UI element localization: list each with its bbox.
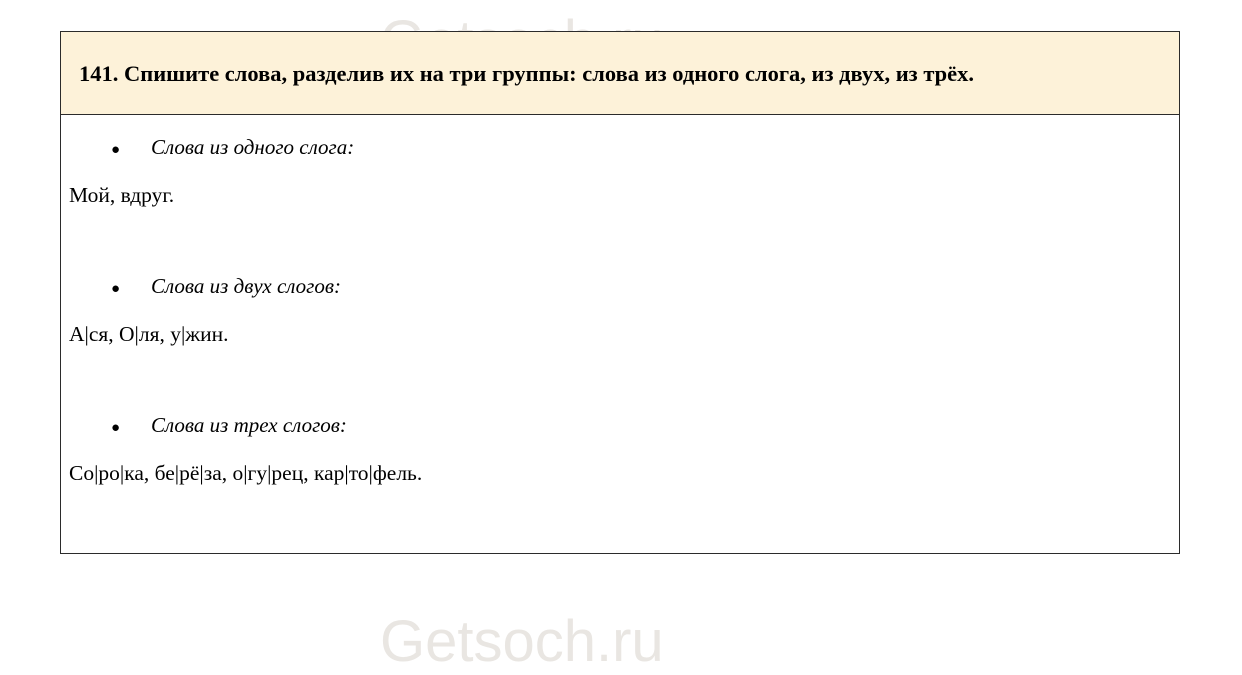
answer-group-three-syllables <box>61 411 1179 488</box>
task-header <box>61 32 1179 115</box>
group-words: А|ся, О|ля, у|жин. <box>69 322 229 346</box>
group-words: Мой, вдруг. <box>69 183 175 207</box>
task-number: 141. <box>79 61 119 86</box>
group-title-text: Слова из двух слогов: <box>151 274 341 298</box>
bullet-icon: ● <box>111 420 121 436</box>
group-title-row <box>61 272 1179 303</box>
group-title-text: Слова из трех слогов: <box>151 413 347 437</box>
bullet-icon: ● <box>111 281 121 297</box>
answer-group-two-syllables <box>61 272 1179 349</box>
watermark-bottom: Getsoch.ru <box>380 609 664 674</box>
exercise-card <box>60 31 1180 554</box>
answer-body <box>61 115 1179 553</box>
bullet-icon: ● <box>111 142 121 158</box>
group-title-row <box>61 411 1179 442</box>
group-title-text: Слова из одного слога: <box>151 135 355 159</box>
group-words: Со|ро|ка, бе|рё|за, о|гу|рец, кар|то|фель. <box>69 461 423 485</box>
task-text: Спишите слова, разделив их на три группы: слова из одного слога, из двух, из трёх. <box>124 61 975 86</box>
answer-group-one-syllable <box>61 133 1179 210</box>
group-title-row <box>61 133 1179 164</box>
